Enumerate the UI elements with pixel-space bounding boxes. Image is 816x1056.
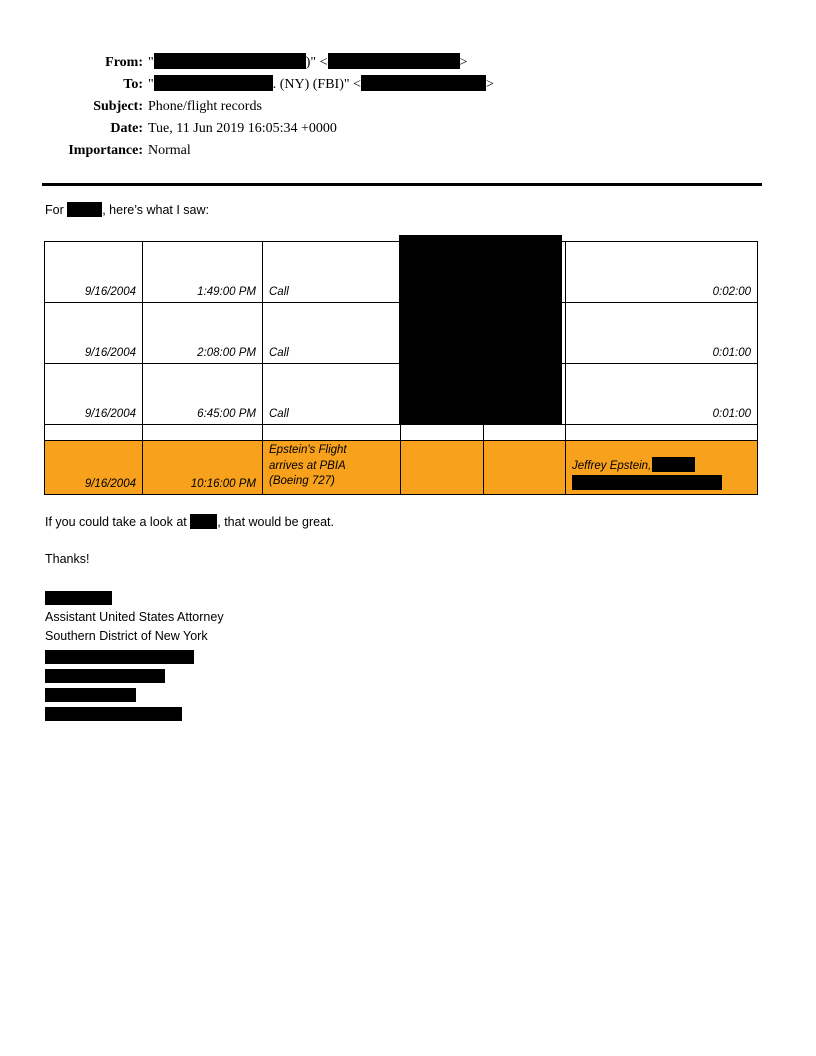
intro-text-before: For [45,203,64,217]
signature-title: Assistant United States Attorney [45,609,224,624]
to-value [148,74,494,96]
date-value: Tue, 11 Jun 2019 16:05:34 +0000 [148,121,337,136]
redaction-box [45,650,194,664]
to-pre: " [148,77,154,92]
cell-duration: 0:02:00 [566,242,758,303]
flight-description: Epstein's Flight arrives at PBIA (Boeing 727) [269,444,347,487]
from-mid: )" < [305,55,328,70]
signature-office: Southern District of New York [45,628,208,643]
redaction-box [361,75,486,91]
cell-date: 9/16/2004 [45,242,143,303]
redaction-box [190,514,217,529]
table-row-spacer [45,425,758,441]
cell-empty [401,441,484,495]
redaction-box [572,475,722,490]
intro-text-after: , here’s what I saw: [102,203,209,217]
followup-text-before: If you could take a look at [45,514,187,529]
redaction-box [652,457,695,472]
importance-label: Importance: [68,143,143,158]
party-name: Jeffrey Epstein, [572,459,652,472]
cell-time: 1:49:00 PM [143,242,263,303]
header-row-date [44,118,816,140]
cell-type [263,441,401,495]
redaction-box [45,707,182,721]
header-row-from [44,52,816,74]
subject-label: Subject: [93,99,143,114]
cell-empty [484,441,566,495]
redaction-box [45,669,165,683]
cell-date: 9/16/2004 [45,441,143,495]
thanks-line: Thanks! [45,551,90,566]
followup-text-after: , that would be great. [217,514,334,529]
redaction-box-large [399,235,562,425]
cell-empty [45,425,143,441]
cell-type: Call [263,303,401,364]
table-row-highlighted [45,441,758,495]
cell-party [566,441,758,495]
cell-empty [484,425,566,441]
redaction-box [328,53,460,69]
from-value [148,52,467,74]
cell-empty [263,425,401,441]
subject-value: Phone/flight records [148,99,262,114]
redaction-box [154,75,273,91]
followup-line [45,514,816,531]
cell-duration: 0:01:00 [566,303,758,364]
from-post: > [459,55,468,70]
cell-time: 10:16:00 PM [143,441,263,495]
redaction-box [154,53,306,69]
cell-duration: 0:01:00 [566,364,758,425]
cell-type: Call [263,242,401,303]
cell-empty [401,425,484,441]
cell-empty [143,425,263,441]
from-pre: " [148,55,154,70]
header-row-to [44,74,816,96]
to-label: To: [123,77,143,92]
redaction-box-signature-name [45,591,112,605]
header-row-subject [44,96,816,118]
records-table-wrap [44,241,757,495]
cell-date: 9/16/2004 [45,303,143,364]
cell-time: 2:08:00 PM [143,303,263,364]
cell-type: Call [263,364,401,425]
email-header [0,0,816,162]
to-post: > [485,77,494,92]
header-row-importance [44,140,816,162]
redaction-box [45,688,136,702]
to-mid: . (NY) (FBI)" < [272,77,361,92]
from-label: From: [105,55,143,70]
intro-line [45,202,816,219]
cell-time: 6:45:00 PM [143,364,263,425]
header-divider [42,183,762,186]
redaction-box [67,202,102,217]
importance-value: Normal [148,143,191,158]
date-label: Date: [110,121,143,136]
cell-empty [566,425,758,441]
cell-date: 9/16/2004 [45,364,143,425]
